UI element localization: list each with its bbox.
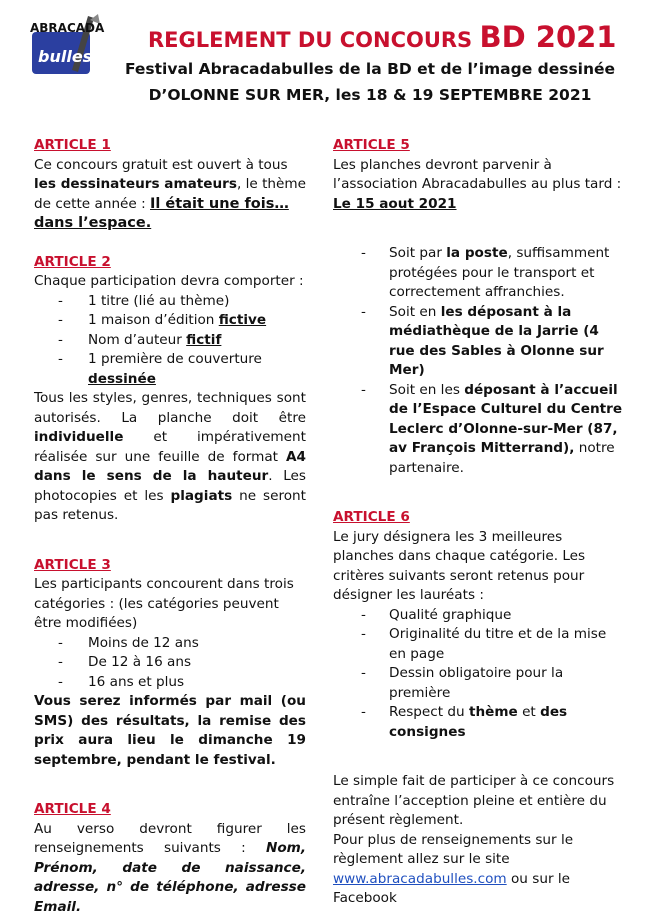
list-item: - 1 première de couverture dessinée	[34, 350, 306, 389]
article-2-heading: ARTICLE 2	[34, 253, 306, 273]
article-2-intro: Chaque participation devra comporter :	[34, 272, 306, 292]
article-5-text: Les planches devront parvenir à l’association Abracadabulles au plus tard :	[333, 156, 625, 195]
article-3-intro: Les participants concourent dans trois catégories : (les catégories peuvent être modifiées)	[34, 575, 306, 634]
list-item: - Nom d’auteur fictif	[34, 331, 306, 351]
list-item: - De 12 à 16 ans	[34, 653, 306, 673]
list-item: - Soit en les déposant à l’accueil de l’Espace Culturel du Centre Leclerc d’Olonne-sur-Mer (87, av François Mitterrand), notre partenaire.	[333, 381, 625, 479]
article-3-list	[34, 634, 306, 693]
article-4-text: Au verso devront figurer les renseignements suivants : Nom, Prénom, date de naissance, adresse, n° de téléphone, adresse Email.	[34, 820, 306, 917]
list-item: - 1 titre (lié au thème)	[34, 292, 306, 312]
title-year: BD 2021	[480, 20, 617, 54]
right-column	[333, 136, 625, 909]
subtitle-festival: Festival Abracadabulles de la BD et de l’image dessinée	[110, 60, 630, 78]
article-5-list	[333, 244, 625, 478]
list-item: - Soit par la poste, suffisamment protégées pour le transport et correctement affranchies.	[333, 244, 625, 303]
article-5-heading: ARTICLE 5	[333, 136, 625, 156]
list-item: - Soit en les déposant à la médiathèque de la Jarrie (4 rue des Sables à Olonne sur Mer)	[333, 303, 625, 381]
list-item: - 1 maison d’édition fictive	[34, 311, 306, 331]
article-1-text: Ce concours gratuit est ouvert à tous les dessinateurs amateurs, le thème de cette année : Il était une fois… dans l’espace.	[34, 156, 306, 234]
article-1-heading: ARTICLE 1	[34, 136, 306, 156]
acceptance-text: Le simple fait de participer à ce concours entraîne l’acception pleine et entière du présent règlement.	[333, 772, 625, 831]
page-title: REGLEMENT DU CONCOURS BD 2021	[148, 20, 618, 54]
left-column	[34, 136, 306, 917]
article-3-heading: ARTICLE 3	[34, 556, 306, 576]
article-6-heading: ARTICLE 6	[333, 508, 625, 528]
list-item: - 16 ans et plus	[34, 673, 306, 693]
list-item: - Qualité graphique	[333, 606, 625, 626]
subtitle-dates: D’OLONNE SUR MER, les 18 & 19 SEPTEMBRE 2021	[110, 86, 630, 104]
list-item: - Respect du thème et des consignes	[333, 703, 625, 742]
abracadabulles-logo	[28, 12, 106, 78]
article-6-text: Le jury désignera les 3 meilleures planches dans chaque catégorie. Les critères suivants seront retenus pour désigner les lauréats :	[333, 528, 625, 606]
info-text: Pour plus de renseignements sur le règlement allez sur le site	[333, 831, 625, 870]
article-3-results: Vous serez informés par mail (ou SMS) des résultats, la remise des prix aura lieu le dimanche 19 septembre, pendant le festival.	[34, 692, 306, 770]
list-item: - Moins de 12 ans	[34, 634, 306, 654]
article-6-list	[333, 606, 625, 743]
deadline-date: Le 15 aout 2021	[333, 195, 625, 215]
article-2-list	[34, 292, 306, 390]
article-2-text: Tous les styles, genres, techniques sont autorisés. La planche doit être individuelle et impérativement réalisée sur une feuille de format A4 dans le sens de la hauteur. Les photocopies et les plagiats ne seront pas retenus.	[34, 389, 306, 526]
list-item: - Originalité du titre et de la mise en page	[333, 625, 625, 664]
article-4-heading: ARTICLE 4	[34, 800, 306, 820]
contact-line: www.abracadabulles.com ou sur le Facebook	[333, 870, 625, 909]
logo-text-bottom: bulles	[38, 47, 92, 66]
contest-theme: Il était une fois… dans l’espace.	[34, 196, 289, 232]
list-item: - Dessin obligatoire pour la première	[333, 664, 625, 703]
logo-text-top: ABRACADA	[30, 21, 105, 35]
website-link[interactable]: www.abracadabulles.com	[333, 871, 507, 887]
